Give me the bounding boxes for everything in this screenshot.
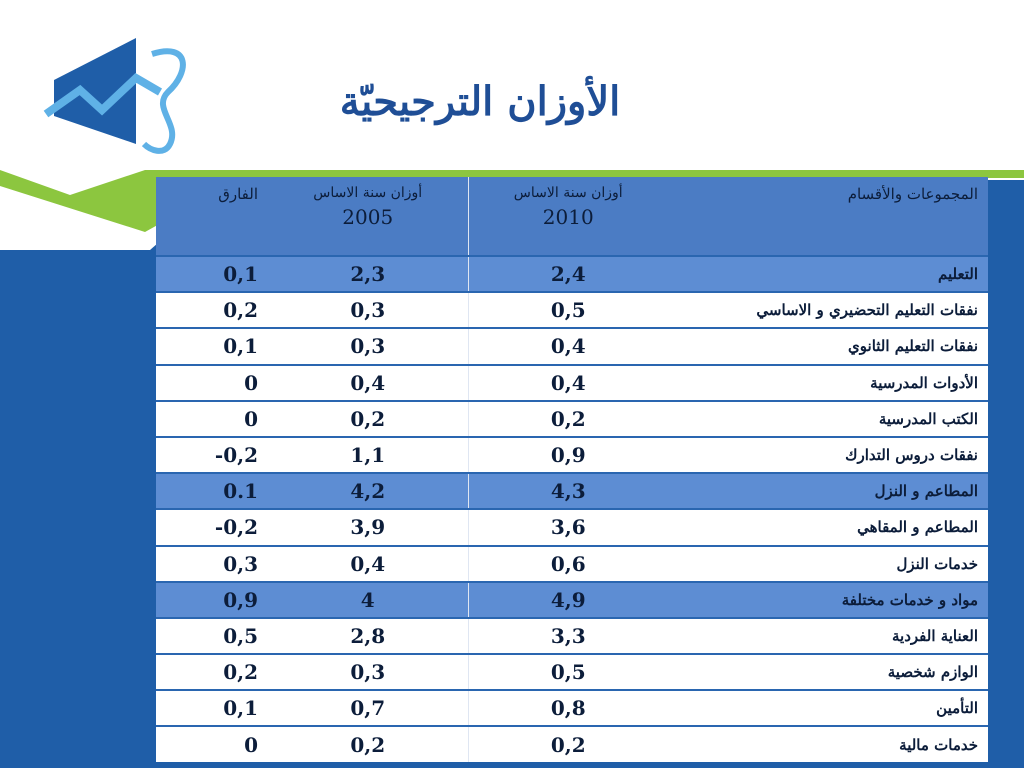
value-difference: 0,2	[156, 292, 268, 328]
header-2005-title: أوزان سنة الاساس	[313, 185, 423, 201]
row-label: نفقات التعليم الثانوي	[668, 328, 988, 364]
row-label: المطاعم و المقاهي	[668, 509, 988, 545]
table-row	[156, 328, 988, 364]
table-row	[156, 654, 988, 690]
value-2005: 0,3	[268, 654, 468, 690]
value-difference: 0,2-	[156, 509, 268, 545]
value-2005: 0,7	[268, 690, 468, 726]
row-label: المطاعم و النزل	[668, 473, 988, 509]
value-2010: 3,3	[468, 618, 668, 654]
header-2010-title: أوزان سنة الاساس	[513, 185, 623, 201]
row-label: الأدوات المدرسية	[668, 365, 988, 401]
value-difference: 0,1	[156, 328, 268, 364]
value-difference: 0,2-	[156, 437, 268, 473]
weights-table-container	[156, 177, 988, 757]
value-difference: 0	[156, 365, 268, 401]
row-label: نفقات التعليم التحضيري و الاساسي	[668, 292, 988, 328]
table-header-row	[156, 177, 988, 256]
value-2010: 0,2	[468, 726, 668, 761]
value-2010: 4,3	[468, 473, 668, 509]
header-2005-year: 2005	[342, 205, 394, 229]
row-label: الوازم شخصية	[668, 654, 988, 690]
weights-table	[156, 177, 988, 762]
value-difference: 0.1	[156, 473, 268, 509]
header-groups: المجموعات والأقسام	[668, 177, 988, 256]
value-2010: 0,5	[468, 292, 668, 328]
value-2005: 2,3	[268, 256, 468, 292]
slide-title: الأوزان الترجيحيّة	[339, 78, 621, 125]
table-row	[156, 365, 988, 401]
table-row	[156, 509, 988, 545]
table-row	[156, 256, 988, 292]
header-2010	[468, 177, 668, 256]
row-label: التأمين	[668, 690, 988, 726]
table-row	[156, 473, 988, 509]
value-2010: 4,9	[468, 582, 668, 618]
value-difference: 0,1	[156, 690, 268, 726]
value-2005: 3,9	[268, 509, 468, 545]
row-label: الكتب المدرسية	[668, 401, 988, 437]
table-row	[156, 726, 988, 761]
value-difference: 0,1	[156, 256, 268, 292]
value-2005: 0,3	[268, 292, 468, 328]
value-difference: 0	[156, 401, 268, 437]
table-row	[156, 546, 988, 582]
value-2005: 0,2	[268, 726, 468, 761]
value-2010: 0,9	[468, 437, 668, 473]
value-2005: 0,4	[268, 365, 468, 401]
value-2005: 0,3	[268, 328, 468, 364]
table-body	[156, 256, 988, 762]
value-2005: 4,2	[268, 473, 468, 509]
table-row	[156, 437, 988, 473]
table-row	[156, 582, 988, 618]
row-label: خدمات النزل	[668, 546, 988, 582]
header-2005	[268, 177, 468, 256]
value-2010: 0,4	[468, 328, 668, 364]
value-difference: 0,2	[156, 654, 268, 690]
logo-icon	[40, 32, 200, 162]
value-2005: 1,1	[268, 437, 468, 473]
table-row	[156, 690, 988, 726]
value-2005: 2,8	[268, 618, 468, 654]
value-2010: 3,6	[468, 509, 668, 545]
table-row	[156, 401, 988, 437]
row-label: العناية الفردية	[668, 618, 988, 654]
value-difference: 0,9	[156, 582, 268, 618]
value-2010: 0,5	[468, 654, 668, 690]
row-label: نفقات دروس التدارك	[668, 437, 988, 473]
row-label: التعليم	[668, 256, 988, 292]
value-difference: 0,5	[156, 618, 268, 654]
header-2010-year: 2010	[542, 205, 594, 229]
value-2010: 0,6	[468, 546, 668, 582]
value-2010: 2,4	[468, 256, 668, 292]
value-2010: 0,2	[468, 401, 668, 437]
value-2010: 0,8	[468, 690, 668, 726]
value-2010: 0,4	[468, 365, 668, 401]
value-2005: 0,4	[268, 546, 468, 582]
table-row	[156, 618, 988, 654]
table-row	[156, 292, 988, 328]
row-label: خدمات مالية	[668, 726, 988, 761]
value-difference: 0	[156, 726, 268, 761]
value-2005: 4	[268, 582, 468, 618]
value-2005: 0,2	[268, 401, 468, 437]
header-difference: الفارق	[156, 177, 268, 256]
value-difference: 0,3	[156, 546, 268, 582]
row-label: مواد و خدمات مختلفة	[668, 582, 988, 618]
